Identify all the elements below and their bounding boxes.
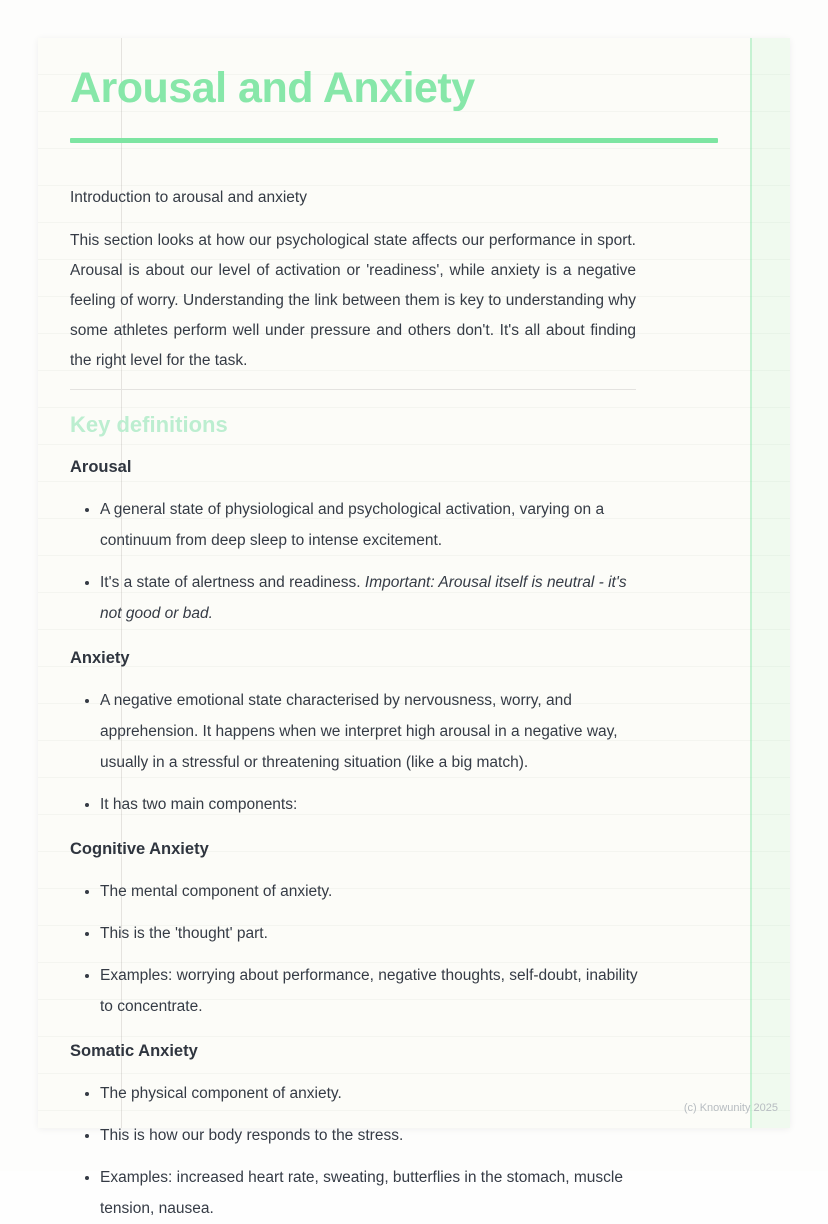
document-page [38,38,790,1218]
bullet-text: The physical component of anxiety. [100,1085,342,1103]
list-item [100,1162,642,1224]
subsection-heading-anxiety: Anxiety [70,649,130,668]
list-item [100,685,642,778]
list-item [100,789,642,820]
bullet-text: It's a state of alertness and readiness. [100,574,365,592]
bullet-list-arousal [70,494,758,629]
bullet-text: A general state of physiological and psychological activation, varying on a continuum from deep sleep to intense excitement. [100,501,605,550]
subsection-heading-somatic-anxiety: Somatic Anxiety [70,1042,198,1061]
section-divider [70,389,636,390]
subsection-heading-arousal: Arousal [70,458,132,477]
list-item [100,1078,642,1109]
bullet-list-somatic-anxiety [70,1078,758,1224]
copyright-watermark: (c) Knowunity 2025 [683,1102,778,1114]
bullet-text: The mental component of anxiety. [100,883,333,901]
bullet-text: It has two main components: [100,796,298,814]
bullet-text: This is how our body responds to the stress. [100,1127,404,1145]
page-title: Arousal and Anxiety [70,64,475,112]
title-underline [70,138,718,143]
list-item [100,1120,642,1151]
bullet-list-cognitive-anxiety [70,876,758,1022]
list-item [100,960,642,1022]
list-item [100,567,642,629]
intro-paragraph: This section looks at how our psychological state affects our performance in sport. Arousal is about our level of activation or 'readiness', while anxiety is a negative feeling of worry. Understanding the link between them is key to understanding why some athletes perform well under pressure and others don't. It's all about finding the right level for the task. [70,232,636,370]
list-item [100,876,642,907]
bullet-list-anxiety [70,685,758,820]
list-item [100,494,642,556]
bullet-text: This is the 'thought' part. [100,925,268,943]
document-content [38,38,790,1224]
intro-label: Introduction to arousal and anxiety [70,189,307,207]
bullet-text: Examples: increased heart rate, sweating, butterflies in the stomach, muscle tension, nausea. [100,1169,623,1218]
key-definitions-heading: Key definitions [70,412,228,438]
bullet-text: Examples: worrying about performance, negative thoughts, self-doubt, inability to concentrate. [100,967,638,1016]
bullet-italic-text: Important: Arousal itself is neutral - it's not good or bad. [100,574,627,623]
subsection-heading-cognitive-anxiety: Cognitive Anxiety [70,840,209,859]
list-item [100,918,642,949]
bullet-text: A negative emotional state characterised by nervousness, worry, and apprehension. It happens when we interpret high arousal in a negative way, usually in a stressful or threatening situation (like a big match). [100,692,618,772]
